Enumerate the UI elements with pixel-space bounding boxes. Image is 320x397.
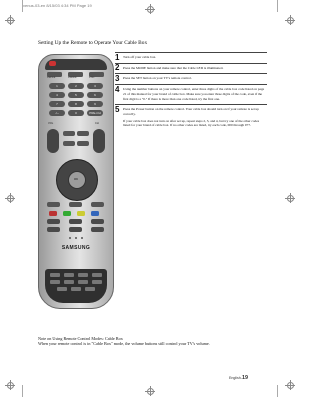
registration-mark-top-left: [5, 15, 15, 25]
keypad-key: 8: [68, 101, 84, 107]
menu-button-icon: [77, 131, 89, 136]
remote-button-icon: [91, 202, 104, 207]
step-number: 1: [115, 52, 120, 62]
mode-button-icon: [47, 72, 62, 77]
remote-button-icon: [50, 273, 60, 277]
page-number: [229, 375, 248, 381]
step-number: 2: [115, 63, 120, 73]
step-number: 3: [115, 73, 120, 83]
registration-mark-top-right: [285, 15, 295, 25]
remote-button-icon: [64, 273, 74, 277]
remote-button-icon: [91, 219, 104, 224]
registration-mark-bottom-right: [285, 380, 295, 390]
keypad-key: 2: [68, 83, 84, 89]
keypad-key: 4: [49, 92, 65, 98]
remote-button-icon: [57, 287, 67, 291]
speaker-hole-icon: [75, 237, 77, 239]
crop-line: [22, 0, 23, 12]
step-text: Press the Power button on the remote control. Your cable box should turn on if your remote is set up correctly.: [123, 107, 259, 116]
blue-button-icon: [91, 211, 99, 216]
remote-button-icon: [91, 227, 104, 232]
keypad-key: PRE-CH: [87, 110, 103, 116]
mode-button-icon: [89, 72, 104, 77]
step-subtext: If your cable box does not turn on after set up, repeat steps 2, 3, and 4, but try one of the other codes listed for your brand of cable box. If no other codes are listed, try each code, 000 through 077.: [123, 118, 260, 128]
keypad-key: -/--: [49, 110, 65, 116]
keypad-key: 0: [68, 110, 84, 116]
info-button-icon: [63, 141, 75, 146]
keypad-key: 6: [87, 92, 103, 98]
remote-button-icon: [69, 227, 82, 232]
step-item: [115, 73, 267, 84]
red-button-icon: [49, 211, 57, 216]
print-header: venus-03-en 8/15/03 4:34 PM Page 19: [23, 3, 92, 8]
remote-button-icon: [69, 202, 82, 207]
step-item: [115, 52, 267, 63]
keypad-key: 1: [49, 83, 65, 89]
step-item: [115, 104, 267, 131]
page-title: Setting Up the Remote to Operate Your Cable Box: [38, 40, 148, 46]
power-button-icon: [49, 61, 56, 66]
mute-button-icon: [63, 131, 75, 136]
page-number-prefix: English-: [229, 376, 242, 380]
mode-label: STILL: [89, 77, 95, 79]
yellow-button-icon: [77, 211, 85, 216]
registration-mark-bottom-left: [5, 380, 15, 390]
remote-button-icon: [47, 219, 60, 224]
note-body: When your remote control is in "Cable Box" mode, the volume buttons still control your TV's volume.: [38, 341, 210, 346]
speaker-hole-icon: [69, 237, 71, 239]
remote-button-icon: [64, 280, 74, 284]
step-item: [115, 84, 267, 104]
brand-logo: SAMSUNG: [61, 245, 91, 251]
step-text: Press the SET button on your TV's remote control.: [123, 76, 192, 81]
number-keypad: [49, 83, 103, 116]
page-number-value: 19: [241, 375, 248, 381]
crop-line: [277, 385, 278, 397]
step-text: Turn off your cable box.: [123, 55, 157, 59]
remote-button-icon: [92, 273, 102, 277]
note-title: Note on Using Remote Control Modes: Cable Box: [38, 336, 123, 341]
mode-label: P.MODE: [47, 77, 56, 79]
steps-list: [115, 52, 267, 131]
mode-button-icon: [68, 72, 83, 77]
exit-button-icon: [77, 141, 89, 146]
volume-rocker-icon: [47, 129, 59, 153]
keypad-key: 9: [87, 101, 103, 107]
step-text: Press the MODE button and make sure that the Cable LED is illuminated.: [123, 65, 224, 70]
speaker-hole-icon: [81, 237, 83, 239]
remote-button-icon: [71, 287, 81, 291]
keypad-key: 5: [68, 92, 84, 98]
remote-button-icon: [78, 273, 88, 277]
step-number: 4: [115, 84, 120, 94]
remote-button-icon: [47, 227, 60, 232]
remote-button-icon: [92, 280, 102, 284]
crop-line: [22, 385, 23, 397]
remote-button-icon: [69, 219, 82, 224]
step-item: [115, 63, 267, 74]
remote-bottom-panel: [45, 269, 107, 303]
channel-label: CH: [95, 122, 99, 125]
remote-button-icon: [50, 280, 60, 284]
remote-button-icon: [47, 202, 60, 207]
registration-mark-top-center: [145, 4, 155, 14]
keypad-key: 7: [49, 101, 65, 107]
channel-rocker-icon: [93, 129, 105, 153]
remote-button-icon: [85, 287, 95, 291]
green-button-icon: [63, 211, 71, 216]
registration-mark-mid-right: [285, 193, 295, 203]
enter-label: OK: [73, 177, 79, 181]
crop-line: [277, 0, 278, 12]
registration-mark-mid-left: [5, 193, 15, 203]
volume-label: VOL: [48, 122, 54, 125]
remote-button-icon: [78, 280, 88, 284]
mode-label: S.MODE: [68, 77, 77, 79]
remote-control-illustration: [38, 54, 114, 309]
step-text: Using the number buttons on your remote control, enter three digits of the cable box code listed on page 21 of this manual for your brand of cable box. Make sure you enter three digits of the code, even if the first digit is a "0." If there is more than one code listed, try the first one.: [123, 87, 265, 101]
keypad-key: 3: [87, 83, 103, 89]
registration-mark-bottom-center: [145, 386, 155, 396]
step-number: 5: [115, 104, 120, 114]
